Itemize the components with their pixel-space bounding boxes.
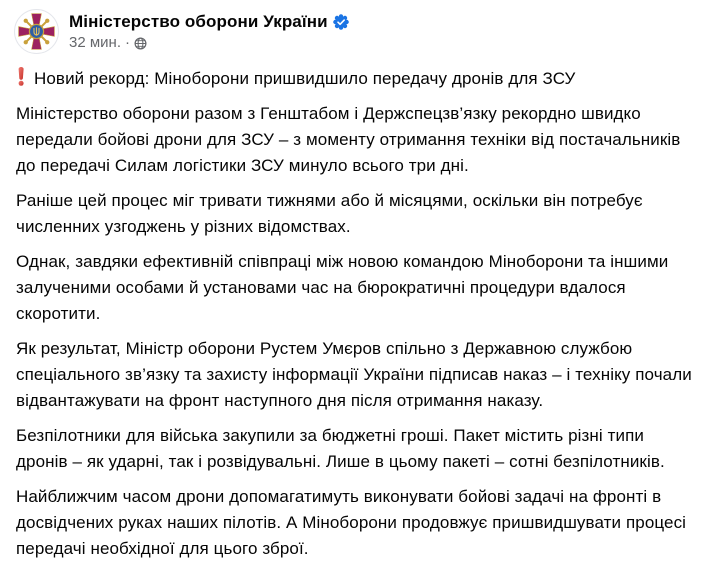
meta-separator: · bbox=[125, 34, 130, 51]
post-paragraph: Раніше цей процес міг тривати тижнями або й місяцями, оскільки він потребує численних узгоджень у різних відомствах. bbox=[16, 191, 643, 236]
post-paragraph: Як результат, Міністр оборони Рустем Умєров спільно з Державною службою спеціального зв’язку та захисту інформації України підписав наказ – і техніку почали відвантажувати на фронт наступного дня після отримання наказу. bbox=[16, 339, 692, 410]
page-name-link[interactable]: Міністерство оборони України bbox=[69, 12, 328, 31]
post-header bbox=[0, 0, 716, 58]
mod-ukraine-emblem-icon bbox=[15, 10, 58, 53]
post-paragraph: Безпілотники для війська закупили за бюджетні гроші. Пакет містить різні типи дронів – як ударні, так і розвідувальні. Лише в цьому пакеті – сотні безпілотників. bbox=[16, 426, 665, 471]
post-header-info bbox=[69, 11, 349, 52]
red-exclamation-icon bbox=[16, 67, 27, 86]
post-timestamp[interactable]: 32 мин. bbox=[69, 34, 121, 51]
post-paragraph: Міністерство оборони разом з Генштабом і Держспецзв’язку рекордно швидко передали бойові дрони для ЗСУ – з моменту отримання техніки від постачальників до передачі Силам логістики ЗСУ минуло всього три дні. bbox=[16, 104, 681, 175]
post-paragraph: Найближчим часом дрони допомагатимуть виконувати бойові задачі на фронті в досвідчених руках наших пілотів. А Міноборони продовжує пришвидшувати процесі передачі необхідної для цього зброї. bbox=[16, 487, 687, 558]
verified-badge-icon bbox=[333, 14, 349, 30]
page-avatar[interactable] bbox=[14, 9, 59, 54]
public-globe-icon bbox=[134, 37, 147, 50]
headline-text: Новий рекорд: Міноборони пришвидшило передачу дронів для ЗСУ bbox=[34, 69, 576, 88]
post-body bbox=[0, 58, 716, 562]
post-headline bbox=[16, 66, 700, 92]
post-paragraph: Однак, завдяки ефективній співпраці між новою командою Міноборони та іншими залученими особами й установами час на бюрократичні процедури вдалося скоротити. bbox=[16, 252, 669, 323]
